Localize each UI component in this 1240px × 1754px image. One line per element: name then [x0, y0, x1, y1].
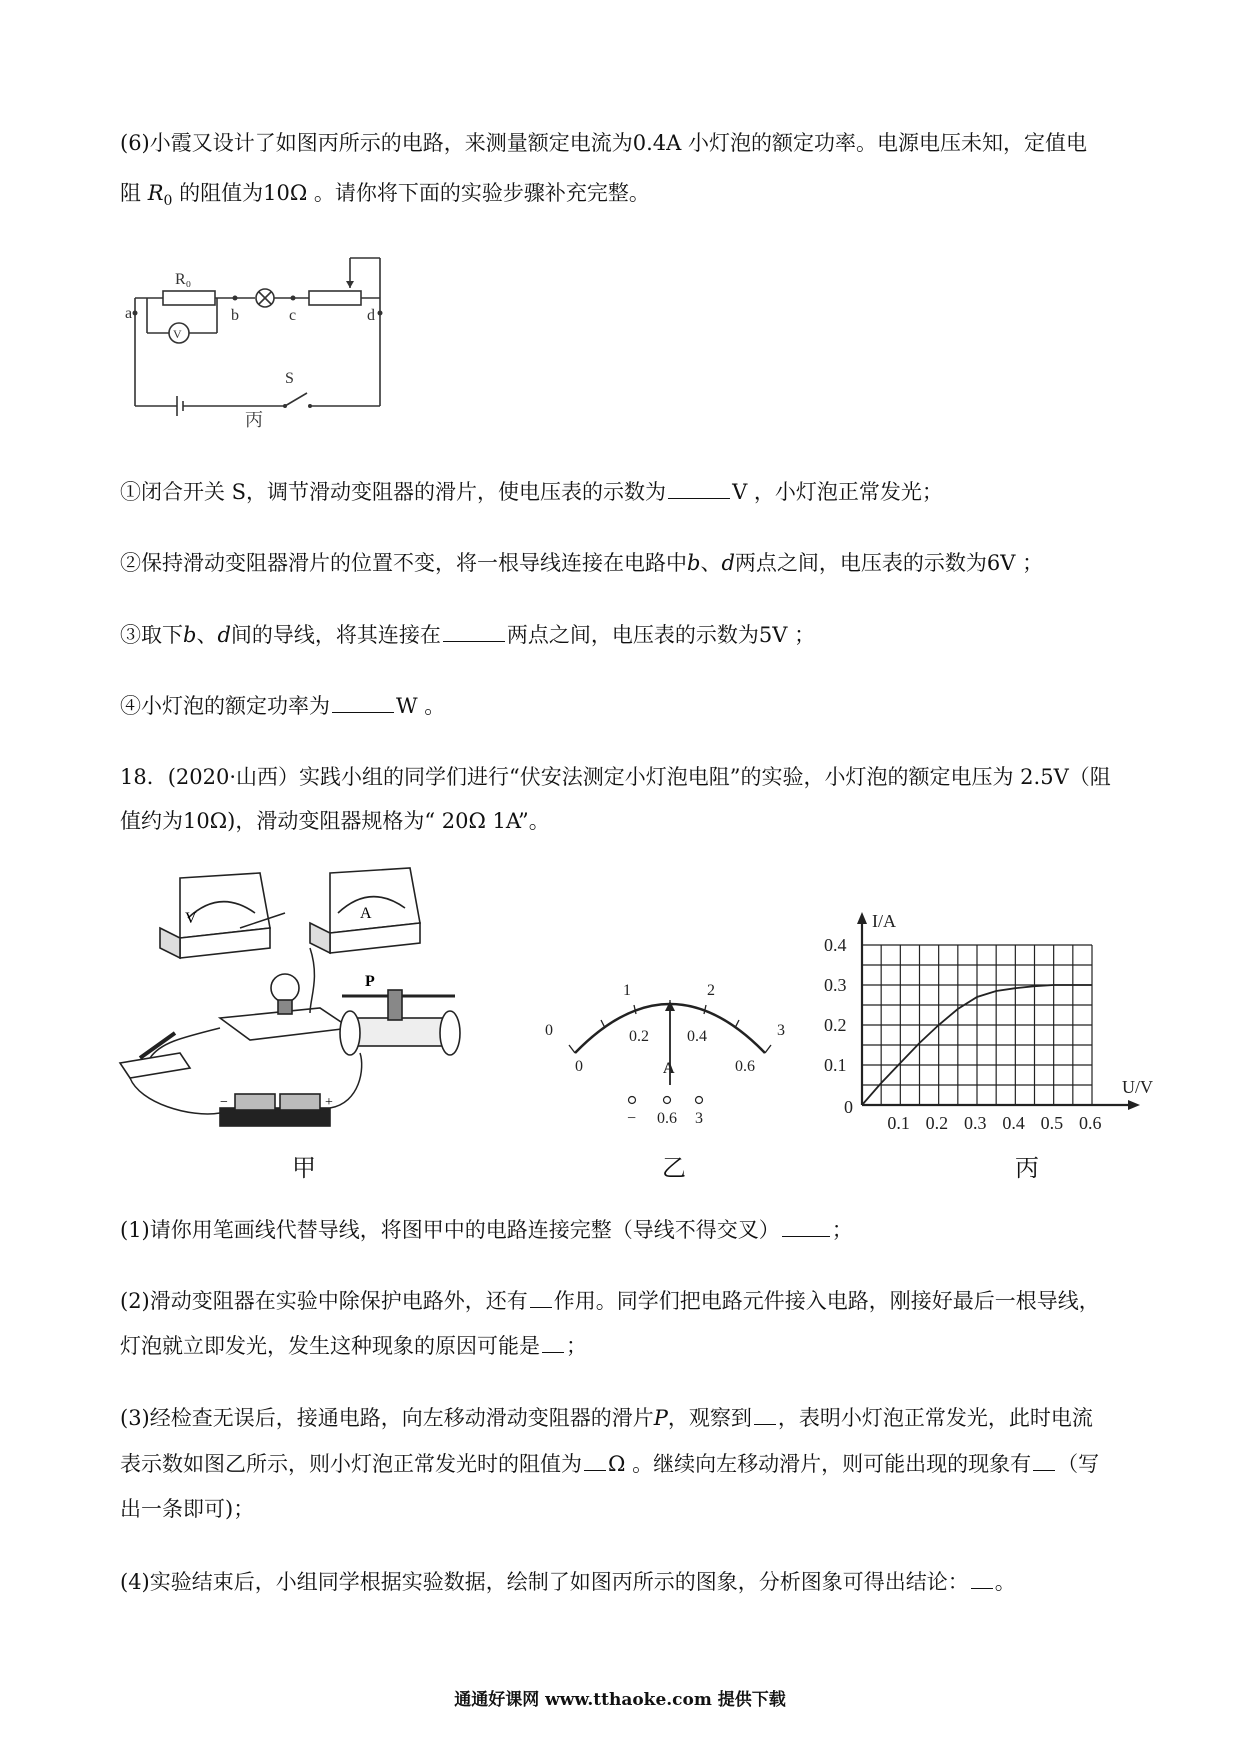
x-tick-label: 0.5: [1040, 1113, 1064, 1133]
fig-label-bing: 丙: [1015, 1154, 1039, 1182]
q4-line: [120, 1566, 1130, 1597]
terminal-0-6: 0.6: [657, 1110, 677, 1127]
apparatus-v-label: V: [185, 910, 197, 927]
origin-label: 0: [844, 1097, 853, 1117]
q3-text-g: 出一条即可)；: [120, 1497, 255, 1521]
q3-text-e: Ω 。继续向左移动滑片，则可能出现的现象有: [608, 1452, 1032, 1476]
step1-blank[interactable]: [668, 476, 730, 499]
q3-line2: [120, 1448, 1130, 1479]
q18-intro-text-a: 18．(2020·山西）实践小组的同学们进行“伏安法测定小灯泡电阻”的实验，小灯泡的额定电压为 2.5V（阻: [120, 765, 1111, 789]
step3-blank[interactable]: [443, 619, 505, 642]
page-footer: 通通好课网 www.tthaoke.com 提供下载: [454, 1690, 786, 1710]
ammeter-dial-yi: [535, 975, 805, 1130]
step4-text-a: ④小灯泡的额定功率为: [120, 694, 330, 718]
q1-blank[interactable]: [782, 1214, 830, 1237]
label-s: S: [285, 370, 294, 387]
point-a: [133, 311, 138, 316]
label-fig-bing-small: 丙: [245, 410, 263, 430]
ammeter-device: [330, 868, 420, 933]
wire-4: [130, 1078, 220, 1114]
outer-scale-3: 3: [777, 1022, 785, 1039]
apparatus-figure-jia: [120, 868, 540, 1143]
y-tick-label: 0.1: [824, 1055, 847, 1075]
wire-2: [310, 948, 314, 1013]
x-tick-label: 0.4: [1002, 1113, 1025, 1133]
switch-contact: [308, 404, 312, 408]
q3-line3: [120, 1494, 1130, 1524]
x-tick-label: 0.2: [925, 1113, 949, 1133]
step3-b: b: [183, 623, 197, 647]
iu-chart: [820, 911, 1180, 1150]
q2-text-c: 灯泡就立即发光，发生这种现象的原因可能是: [120, 1334, 540, 1358]
step4-line: [120, 690, 1130, 721]
needle-tip: [665, 1001, 675, 1011]
terminal-minus: −: [627, 1110, 637, 1127]
part6-intro-text-a: (6)小霞又设计了如图丙所示的电路，来测量额定电流为0.4A 小灯泡的额定功率。电源电压未知，定值电: [120, 131, 1087, 155]
step1-text-b: V ，小灯泡正常发光；: [732, 480, 943, 504]
q3-text-b: ，观察到: [667, 1406, 752, 1430]
q1-line: [120, 1214, 1130, 1245]
q2-blank-1[interactable]: [530, 1285, 552, 1308]
q3-blank-3[interactable]: [1033, 1448, 1055, 1471]
inner-scale-1: 0.2: [629, 1028, 649, 1045]
point-b: [233, 296, 238, 301]
r0-symbol: [147, 181, 173, 210]
point-d: [378, 311, 383, 316]
q4-text-b: 。: [994, 1570, 1016, 1594]
apparatus-a-label: A: [360, 905, 372, 922]
step1-line: [120, 476, 1130, 507]
ammeter-unit: A: [663, 1060, 675, 1077]
x-tick-label: 0.1: [887, 1113, 910, 1133]
step2-d: d: [721, 551, 735, 575]
q3-text-f: （写: [1057, 1452, 1100, 1476]
q18-intro-line2: [120, 806, 1130, 836]
step1-text-a: ①闭合开关 S，调节滑动变阻器的滑片，使电压表的示数为: [120, 480, 667, 504]
outer-scale-2: 2: [707, 982, 715, 999]
bulb: [271, 974, 299, 1002]
q18-intro-text-b: 值约为10Ω)，滑动变阻器规格为“ 20Ω 1A”。: [120, 809, 550, 833]
resistor-r0: [163, 291, 215, 305]
step2-line: [120, 548, 1130, 578]
step2-sep: 、: [700, 551, 722, 575]
part6-intro-line2: [120, 178, 1130, 216]
y-tick-label: 0.4: [824, 935, 847, 955]
step4-blank[interactable]: [332, 690, 394, 713]
q3-text-c: ，表明小灯泡正常发光，此时电流: [777, 1406, 1093, 1430]
q3-blank-2[interactable]: [584, 1448, 606, 1471]
part6-intro-line1: [120, 128, 1130, 158]
battery-minus: −: [220, 1095, 228, 1110]
y-axis-label: I/A: [872, 911, 896, 931]
inner-scale-2: 0.4: [687, 1028, 707, 1045]
step2-text-c: 两点之间，电压表的示数为6V ；: [734, 551, 1044, 575]
q2-text-a: (2)滑动变阻器在实验中除保护电路外，还有: [120, 1289, 528, 1313]
q2-line2: [120, 1330, 1130, 1361]
terminal-3: 3: [695, 1110, 703, 1127]
q4-text-a: (4)实验结束后，小组同学根据实验数据，绘制了如图丙所示的图象，分析图象可得出结论：: [120, 1570, 969, 1594]
terminal-dot-1: [629, 1097, 636, 1104]
battery-plus: +: [325, 1095, 333, 1110]
point-c: [291, 296, 296, 301]
q1-end: ；: [831, 1218, 853, 1242]
step3-text-e: 两点之间，电压表的示数为5V ；: [506, 623, 816, 647]
label-d: d: [367, 307, 375, 324]
label-voltmeter: V: [173, 327, 182, 341]
rheostat-slider-arrow: [346, 281, 354, 288]
part6-intro-text-b1: 阻: [120, 181, 141, 205]
q4-blank[interactable]: [971, 1566, 993, 1589]
outer-scale-1: 1: [623, 982, 631, 999]
y-tick-label: 0.2: [824, 1015, 847, 1035]
inner-scale-3: 0.6: [735, 1058, 755, 1075]
apparatus-p-label: P: [365, 973, 375, 990]
circuit-diagram-bing: [125, 258, 430, 428]
q3-text-d: 表示数如图乙所示，则小灯泡正常发光时的阻值为: [120, 1452, 582, 1476]
step2-text-a: ②保持滑动变阻器滑片的位置不变，将一根导线连接在电路中: [120, 551, 687, 575]
q3-blank-1[interactable]: [754, 1402, 776, 1425]
step3-sep: 、: [196, 623, 218, 647]
voltmeter-face: [180, 873, 270, 938]
step3-text-c: 间的导线，将其连接在: [230, 623, 441, 647]
x-axis-label: U/V: [1122, 1077, 1153, 1097]
fig-label-yi: 乙: [662, 1154, 686, 1182]
q18-intro-line1: [120, 762, 1130, 792]
q3-p: P: [653, 1406, 668, 1430]
switch-base: [120, 1053, 190, 1078]
q2-text-d: ；: [566, 1334, 587, 1358]
q1-text: (1)请你用笔画线代替导线，将图甲中的电路连接完整（导线不得交叉）: [120, 1218, 780, 1242]
label-a: a: [125, 305, 133, 322]
step4-text-b: W 。: [396, 694, 446, 718]
outer-scale-0: 0: [545, 1022, 553, 1039]
rheostat-symbol: [309, 291, 361, 305]
q3-text-a: (3)经检查无误后，接通电路，向左移动滑动变阻器的滑片: [120, 1406, 654, 1430]
label-c: c: [289, 307, 297, 324]
switch-symbol: [285, 393, 307, 406]
x-tick-label: 0.6: [1079, 1113, 1102, 1133]
terminal-dot-2: [664, 1097, 671, 1104]
battery-cell: [235, 1094, 275, 1110]
step3-text-a: ③取下: [120, 623, 183, 647]
fig-label-jia: 甲: [292, 1154, 316, 1182]
step2-b: b: [687, 551, 701, 575]
y-tick-label: 0.3: [824, 975, 847, 995]
rheostat-device: [350, 1018, 445, 1046]
q3-line1: [120, 1402, 1130, 1433]
r0-subscript: 0: [163, 193, 173, 210]
switch-pivot: [283, 404, 287, 408]
x-tick-label: 0.3: [964, 1113, 987, 1133]
x-axis-arrow: [1128, 1100, 1140, 1110]
wire-5: [330, 1053, 362, 1108]
step3-line: [120, 619, 1130, 650]
part6-intro-text-b2: 的阻值为10Ω 。请你将下面的实验步骤补充完整。: [179, 181, 650, 205]
y-axis-arrow: [857, 912, 867, 924]
q2-blank-2[interactable]: [542, 1330, 564, 1353]
terminal-dot-3: [696, 1097, 703, 1104]
q2-line1: [120, 1285, 1130, 1316]
label-r0: R₀: [175, 271, 192, 288]
step3-d: d: [217, 623, 231, 647]
r0-letter: R: [147, 181, 164, 205]
label-b: b: [231, 307, 239, 324]
inner-scale-0: 0: [575, 1058, 583, 1075]
q2-text-b: 作用。同学们把电路元件接入电路，刚接好最后一根导线，: [553, 1289, 1100, 1313]
